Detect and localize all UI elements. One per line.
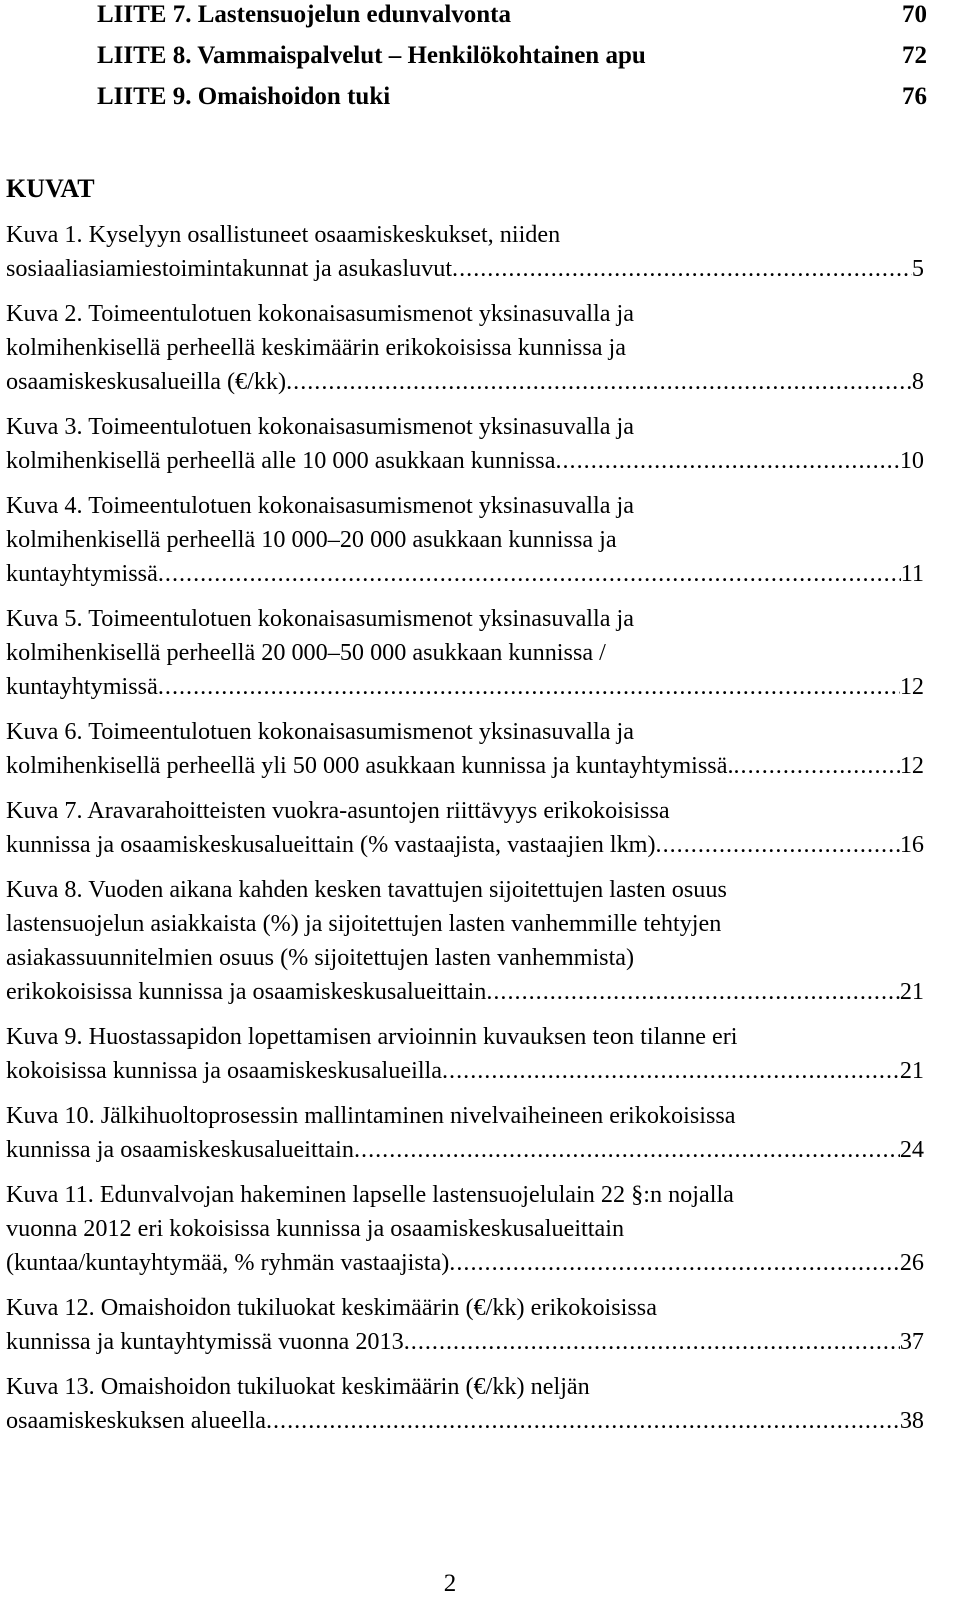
figure-list (6, 218, 924, 1449)
dot-leader (452, 252, 912, 286)
figure-entry-line (6, 1246, 924, 1280)
figure-page-number: 16 (899, 831, 924, 858)
appendix-page-number: 76 (902, 83, 927, 110)
figure-entry-text: kolmihenkisellä perheellä keskimäärin erikokoisissa kunnissa ja (6, 334, 626, 361)
figure-entry-text: osaamiskeskuksen alueella (6, 1407, 266, 1434)
figure-page-number: 21 (899, 978, 924, 1005)
figure-entry-text: Kuva 3. Toimeentulotuen kokonaisasumismenot yksinasuvalla ja (6, 413, 634, 440)
figure-entry-text: sosiaaliasiamiestoimintakunnat ja asukasluvut (6, 255, 453, 282)
figure-entry-line (6, 794, 924, 828)
figure-entry-line (6, 715, 924, 749)
figure-entry-text: kolmihenkisellä perheellä alle 10 000 asukkaan kunnissa (6, 447, 556, 474)
figure-page-number: 24 (899, 1136, 924, 1163)
appendix-page-number: 70 (902, 1, 927, 28)
figure-entry[interactable] (6, 873, 924, 1009)
figure-page-number: 11 (900, 560, 924, 587)
figure-entry[interactable] (6, 1099, 924, 1167)
figure-entry-line (6, 1291, 924, 1325)
figure-entry-text: kolmihenkisellä perheellä 20 000–50 000 asukkaan kunnissa / (6, 639, 606, 666)
figure-entry-line (6, 297, 924, 331)
figure-entry-text: Kuva 1. Kyselyyn osallistuneet osaamiskeskukset, niiden (6, 221, 561, 248)
figure-entry-text: Kuva 12. Omaishoidon tukiluokat keskimäärin (€/kk) erikokoisissa (6, 1294, 657, 1321)
figure-entry-line (6, 444, 924, 478)
figure-entry-line (6, 975, 924, 1009)
figure-entry-line (6, 670, 924, 704)
dot-leader (404, 1325, 900, 1359)
figure-entry-text: kunnissa ja osaamiskeskusalueittain (% vastaajista, vastaajien lkm) (6, 831, 656, 858)
figure-entry[interactable] (6, 794, 924, 862)
figure-entry-line (6, 523, 924, 557)
figure-entry-line (6, 1325, 924, 1359)
figure-page-number: 10 (899, 447, 924, 474)
figure-entry[interactable] (6, 1291, 924, 1359)
figure-entry-line (6, 1020, 924, 1054)
figure-entry-text: Kuva 7. Aravarahoitteisten vuokra-asuntojen riittävyys erikokoisissa (6, 797, 670, 824)
figure-entry-text: kolmihenkisellä perheellä 10 000–20 000 asukkaan kunnissa ja (6, 526, 617, 553)
figure-entry-line (6, 218, 924, 252)
figure-entry-line (6, 252, 924, 286)
figure-entry-text: Kuva 10. Jälkihuoltoprosessin mallintaminen nivelvaiheineen erikokoisissa (6, 1102, 736, 1129)
figure-entry[interactable] (6, 1178, 924, 1280)
figure-entry-text: Kuva 11. Edunvalvojan hakeminen lapselle lastensuojelulain 22 §:n nojalla (6, 1181, 734, 1208)
figure-entry-line (6, 602, 924, 636)
figure-page-number: 26 (899, 1249, 924, 1276)
figure-entry-text: Kuva 8. Vuoden aikana kahden kesken tavattujen sijoitettujen lasten osuus (6, 876, 727, 903)
figure-entry-line (6, 1404, 924, 1438)
appendix-label: LIITE 9. Omaishoidon tuki (97, 83, 391, 110)
figure-entry[interactable] (6, 218, 924, 286)
figure-entry-line (6, 1212, 924, 1246)
figure-entry-line (6, 1099, 924, 1133)
appendix-entry[interactable] (97, 82, 927, 123)
figure-entry[interactable] (6, 602, 924, 704)
figure-entry-text: erikokoisissa kunnissa ja osaamiskeskusalueittain (6, 978, 487, 1005)
dot-leader (442, 1054, 900, 1088)
dot-leader (555, 444, 899, 478)
appendix-entry[interactable] (97, 41, 927, 82)
figure-entry-line (6, 1178, 924, 1212)
dot-leader (734, 749, 900, 783)
figure-page-number: 5 (911, 255, 924, 282)
appendix-label: LIITE 7. Lastensuojelun edunvalvonta (97, 1, 512, 28)
dot-leader (449, 1246, 900, 1280)
dot-leader (286, 365, 912, 399)
appendix-entry[interactable] (97, 0, 927, 41)
figure-page-number: 12 (899, 673, 924, 700)
figure-entry-line (6, 1133, 924, 1167)
figure-entry-line (6, 907, 924, 941)
figure-entry[interactable] (6, 715, 924, 783)
figure-entry-text: (kuntaa/kuntayhtymää, % ryhmän vastaajista) (6, 1249, 450, 1276)
dot-leader (486, 975, 899, 1009)
figure-page-number: 37 (899, 1328, 924, 1355)
figure-entry-line (6, 1054, 924, 1088)
figure-entry[interactable] (6, 297, 924, 399)
figure-entry-text: kolmihenkisellä perheellä yli 50 000 asukkaan kunnissa ja kuntayhtymissä. (6, 752, 734, 779)
figure-entry-text: kuntayhtymissä (6, 560, 158, 587)
figure-entry-text: Kuva 13. Omaishoidon tukiluokat keskimäärin (€/kk) neljän (6, 1373, 590, 1400)
figure-entry-text: Kuva 2. Toimeentulotuen kokonaisasumismenot yksinasuvalla ja (6, 300, 634, 327)
page-number: 2 (443, 1570, 457, 1597)
dot-leader (266, 1404, 900, 1438)
figure-entry-text: Kuva 5. Toimeentulotuen kokonaisasumismenot yksinasuvalla ja (6, 605, 634, 632)
figure-entry-line (6, 410, 924, 444)
figure-entry-text: osaamiskeskusalueilla (€/kk) (6, 368, 287, 395)
figure-entry-text: Kuva 9. Huostassapidon lopettamisen arvioinnin kuvauksen teon tilanne eri (6, 1023, 738, 1050)
figure-entry-line (6, 749, 924, 783)
figure-entry-text: kunnissa ja osaamiskeskusalueittain (6, 1136, 354, 1163)
figure-page-number: 12 (899, 752, 924, 779)
figure-entry[interactable] (6, 1020, 924, 1088)
figure-page-number: 21 (899, 1057, 924, 1084)
appendix-label: LIITE 8. Vammaispalvelut – Henkilökohtainen apu (97, 42, 646, 69)
appendix-page-number: 72 (902, 42, 927, 69)
figure-entry-text: asiakassuunnitelmien osuus (% sijoitettujen lasten vanhemmista) (6, 944, 635, 971)
figure-entry-line (6, 828, 924, 862)
appendix-list (97, 0, 927, 123)
dot-leader (158, 670, 900, 704)
section-heading-kuvat: KUVAT (6, 174, 95, 203)
figure-entry-line (6, 1370, 924, 1404)
figure-entry-line (6, 365, 924, 399)
figure-entry-text: lastensuojelun asiakkaista (%) ja sijoitettujen lasten vanhemmille tehtyjen (6, 910, 722, 937)
figure-entry-text: kokoisissa kunnissa ja osaamiskeskusalueilla (6, 1057, 442, 1084)
dot-leader (354, 1133, 900, 1167)
figure-entry-line (6, 557, 924, 591)
figure-entry-line (6, 873, 924, 907)
figure-page-number: 38 (899, 1407, 924, 1434)
figure-entry-line (6, 941, 924, 975)
figure-entry-line (6, 331, 924, 365)
figure-entry[interactable] (6, 410, 924, 478)
figure-page-number: 8 (911, 368, 924, 395)
dot-leader (656, 828, 900, 862)
dot-leader (158, 557, 901, 591)
figure-entry-text: kuntayhtymissä (6, 673, 158, 700)
figure-entry-text: kunnissa ja kuntayhtymissä vuonna 2013 (6, 1328, 404, 1355)
figure-entry[interactable] (6, 1370, 924, 1438)
figure-entry-text: Kuva 4. Toimeentulotuen kokonaisasumismenot yksinasuvalla ja (6, 492, 634, 519)
figure-entry-text: Kuva 6. Toimeentulotuen kokonaisasumismenot yksinasuvalla ja (6, 718, 634, 745)
figure-entry[interactable] (6, 489, 924, 591)
figure-entry-text: vuonna 2012 eri kokoisissa kunnissa ja osaamiskeskusalueittain (6, 1215, 625, 1242)
figure-entry-line (6, 636, 924, 670)
figure-entry-line (6, 489, 924, 523)
